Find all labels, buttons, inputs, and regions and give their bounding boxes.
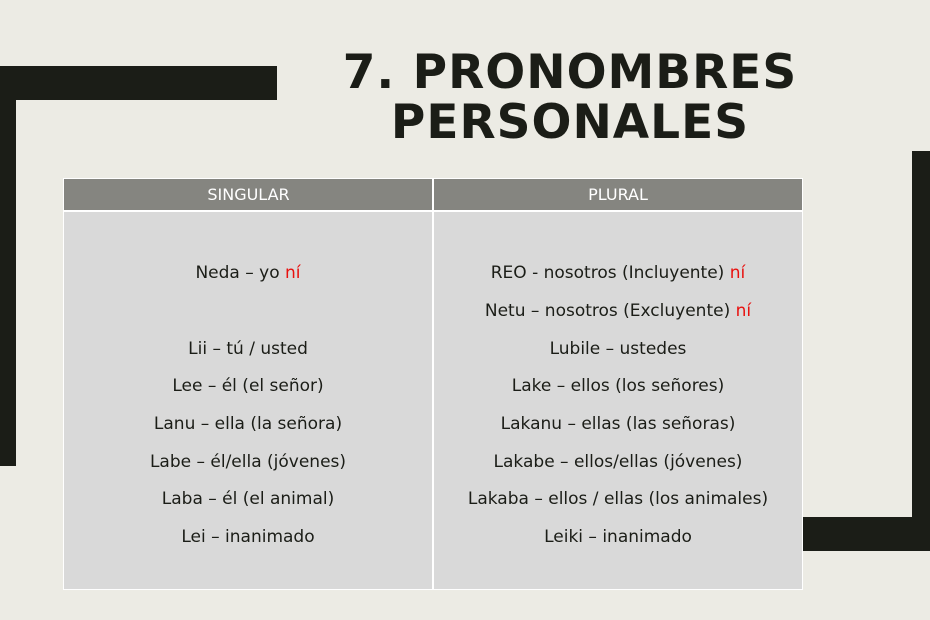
plural-entry: Netu – nosotros (Excluyente) bbox=[484, 301, 736, 321]
plural-entry: REO - nosotros (Incluyente) bbox=[490, 263, 730, 283]
highlight-marker: ní bbox=[285, 263, 301, 283]
table-row bbox=[434, 263, 802, 283]
plural-entry: Lakabe – ellos/ellas (jóvenes) bbox=[493, 452, 743, 472]
singular-entry: Lanu – ella (la señora) bbox=[153, 414, 343, 434]
table-row bbox=[64, 339, 432, 359]
plural-entry: Lakaba – ellos / ellas (los animales) bbox=[467, 489, 769, 509]
singular-entry: Neda – yo bbox=[195, 263, 286, 283]
page-title bbox=[340, 45, 800, 150]
highlight-marker: ní bbox=[735, 301, 752, 321]
table-row bbox=[434, 489, 802, 509]
table-row bbox=[434, 527, 802, 547]
table-row bbox=[434, 414, 802, 434]
table-row bbox=[64, 527, 432, 547]
decorative-bar-right bbox=[912, 151, 930, 551]
decorative-bar-left bbox=[0, 66, 16, 466]
page-title-line-1: 7. PRONOMBRES bbox=[342, 45, 798, 100]
highlight-marker: ní bbox=[729, 263, 746, 283]
singular-entry: Laba – él (el animal) bbox=[161, 489, 335, 509]
table-row bbox=[434, 339, 802, 359]
page-title-line-2: PERSONALES bbox=[390, 95, 750, 150]
decorative-bar-top-left bbox=[0, 66, 277, 100]
table-row bbox=[64, 452, 432, 472]
header-plural: PLURAL bbox=[588, 185, 648, 204]
plural-entry: Lubile – ustedes bbox=[549, 339, 687, 359]
table-row bbox=[434, 376, 802, 396]
table-row bbox=[64, 489, 432, 509]
singular-entry: Lee – él (el señor) bbox=[172, 376, 324, 396]
table-row bbox=[64, 414, 432, 434]
table-row bbox=[434, 301, 802, 321]
table-row bbox=[64, 376, 432, 396]
table-row bbox=[64, 263, 432, 283]
pronouns-table bbox=[63, 178, 803, 590]
plural-entry: Lake – ellos (los señores) bbox=[511, 376, 725, 396]
table-row bbox=[434, 452, 802, 472]
singular-entry: Lei – inanimado bbox=[181, 527, 315, 547]
plural-entry: Leiki – inanimado bbox=[544, 527, 692, 547]
singular-entry: Lii – tú / usted bbox=[188, 339, 308, 359]
singular-entry: Labe – él/ella (jóvenes) bbox=[149, 452, 347, 472]
decorative-bar-bottom-right bbox=[803, 517, 930, 551]
plural-entry: Lakanu – ellas (las señoras) bbox=[500, 414, 736, 434]
header-singular: SINGULAR bbox=[207, 185, 290, 204]
